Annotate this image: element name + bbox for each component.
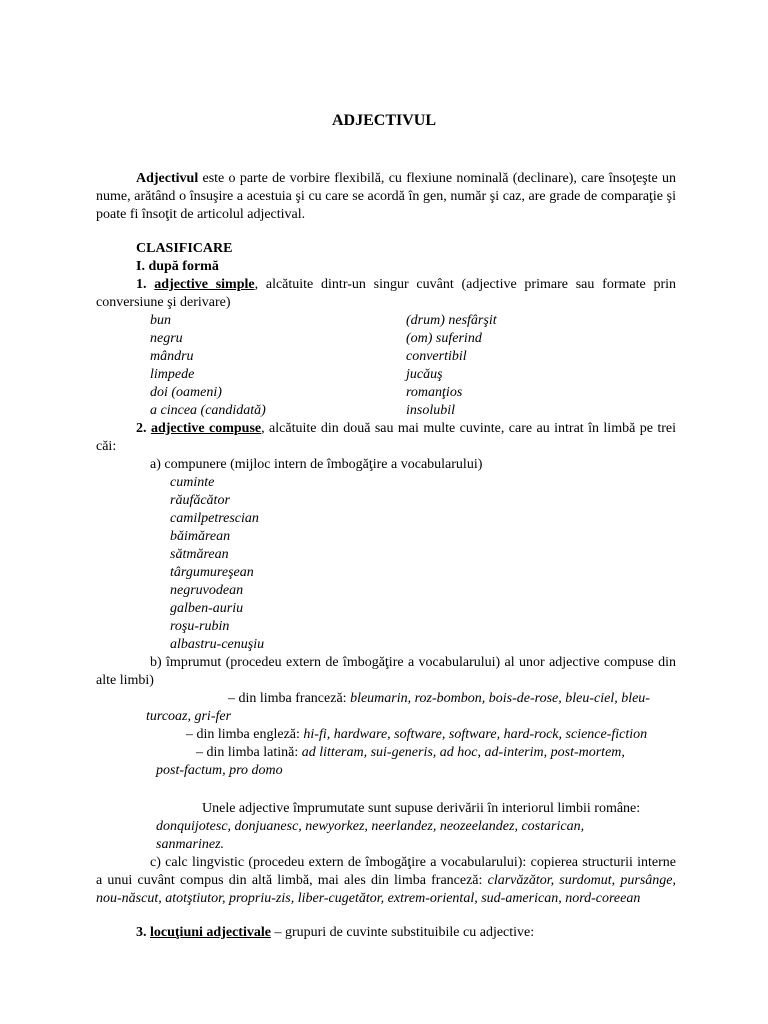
simple-example-right: jucăuş	[406, 367, 443, 382]
simple-example-left: mândru	[150, 349, 194, 364]
compuse-text: , alcătuite din două sau mai multe cuvinte, care au intrat în limbă pe trei căi:	[96, 421, 677, 454]
simple-example-right: (drum) nesfârşit	[406, 313, 497, 328]
compunere-list	[96, 474, 676, 654]
engleza-line	[96, 726, 676, 744]
calc-items: clarvăzător, surdomut, pursânge, nou-născut, atotştiutor, propriu-zis, liber-cugetător, extrem-oriental, sud-american, nord-coreean	[96, 873, 676, 906]
compunere-label: a) compunere (mijloc intern de îmbogăţire a vocabularului)	[150, 457, 483, 472]
simple-examples	[96, 312, 676, 420]
latina-items: ad litteram, sui-generis, ad hoc, ad-interim, post-mortem,	[301, 745, 625, 760]
franceza-label: – din limba franceză:	[228, 691, 351, 706]
list-item: târgumureşean	[170, 565, 254, 580]
franceza-items: bleumarin, roz-bombon, bois-de-rose, bleu-ciel, bleu-	[350, 691, 650, 706]
compuse-num: 2.	[136, 421, 151, 436]
compuse-term: adjective compuse	[150, 421, 262, 436]
simple-example-right: romanţios	[406, 385, 463, 400]
simple-text: , alcătuite dintr-un singur cuvânt (adjective primare sau formate prin conversiune şi derivare)	[96, 277, 677, 310]
franceza-items-cont: turcoaz, gri-fer	[146, 709, 232, 724]
heading-dupa-forma: I. după formă	[136, 259, 219, 274]
latina-items-cont: post-factum, pro domo	[156, 763, 283, 778]
unele-items: donquijotesc, donjuanesc, newyorkez, neerlandez, neozeelandez, costarican,	[156, 819, 585, 834]
intro-paragraph	[96, 170, 676, 224]
simple-example-left: limpede	[150, 367, 195, 382]
list-item: albastru-cenuşiu	[170, 637, 265, 652]
engleza-label: – din limba engleză:	[186, 727, 304, 742]
imprumut-label: b) împrumut (procedeu extern de îmbogăţire a vocabularului) al unor adjective compuse din alte limbi)	[96, 655, 676, 688]
list-item: băimărean	[170, 529, 231, 544]
simple-example-left: doi (oameni)	[150, 385, 222, 400]
simple-term: adjective simple	[154, 277, 255, 292]
list-item: negruvodean	[170, 583, 244, 598]
simple-num: 1.	[136, 277, 155, 292]
franceza-line	[96, 690, 676, 708]
simple-example-left: a cincea (candidată)	[150, 403, 266, 418]
simple-paragraph	[96, 276, 676, 312]
heading-clasificare: CLASIFICARE	[136, 241, 233, 256]
list-item: galben-auriu	[170, 601, 244, 616]
locutiuni-text: – grupuri de cuvinte substituibile cu adjective:	[270, 925, 535, 940]
list-item: răufăcător	[170, 493, 230, 508]
calc-paragraph	[96, 854, 676, 908]
compuse-paragraph	[96, 420, 676, 456]
intro-text: este o parte de vorbire flexibilă, cu flexiune nominală (declinare), care însoţeşte un nume, arătând o însuşire a acestuia şi cu care se acordă în gen, număr şi caz, are grade de comparaţie şi poate fi însoţit de articolul adjectival.	[96, 171, 676, 222]
locutiuni-num: 3.	[136, 925, 150, 940]
simple-example-left: negru	[150, 331, 183, 346]
simple-example-right: convertibil	[406, 349, 467, 364]
calc-label: c) calc lingvistic (procedeu extern de îmbogăţire a vocabularului): copierea structurii interne a unui cuvânt compus din altă limbă, mai ales din limba franceză:	[96, 855, 676, 888]
page-title: ADJECTIVUL	[331, 112, 436, 129]
document-body	[96, 170, 676, 942]
list-item: cuminte	[170, 475, 215, 490]
simple-example-right: insolubil	[406, 403, 456, 418]
unele-text: Unele adjective împrumutate sunt supuse derivării în interiorul limbii române:	[202, 801, 641, 816]
simple-example-right: (om) suferind	[406, 331, 482, 346]
locutiuni-term: locuţiuni adjectivale	[150, 925, 271, 940]
latina-line	[96, 744, 676, 762]
simple-example-left: bun	[150, 313, 171, 328]
intro-term: Adjectivul	[136, 171, 199, 186]
latina-label: – din limba latină:	[196, 745, 302, 760]
locutiuni-paragraph	[96, 924, 676, 942]
list-item: sătmărean	[170, 547, 229, 562]
engleza-items: hi-fi, hardware, software, software, hard-rock, science-fiction	[303, 727, 648, 742]
list-item: camilpetrescian	[170, 511, 259, 526]
unele-items-cont: sanmarinez.	[156, 837, 225, 852]
list-item: roşu-rubin	[170, 619, 230, 634]
